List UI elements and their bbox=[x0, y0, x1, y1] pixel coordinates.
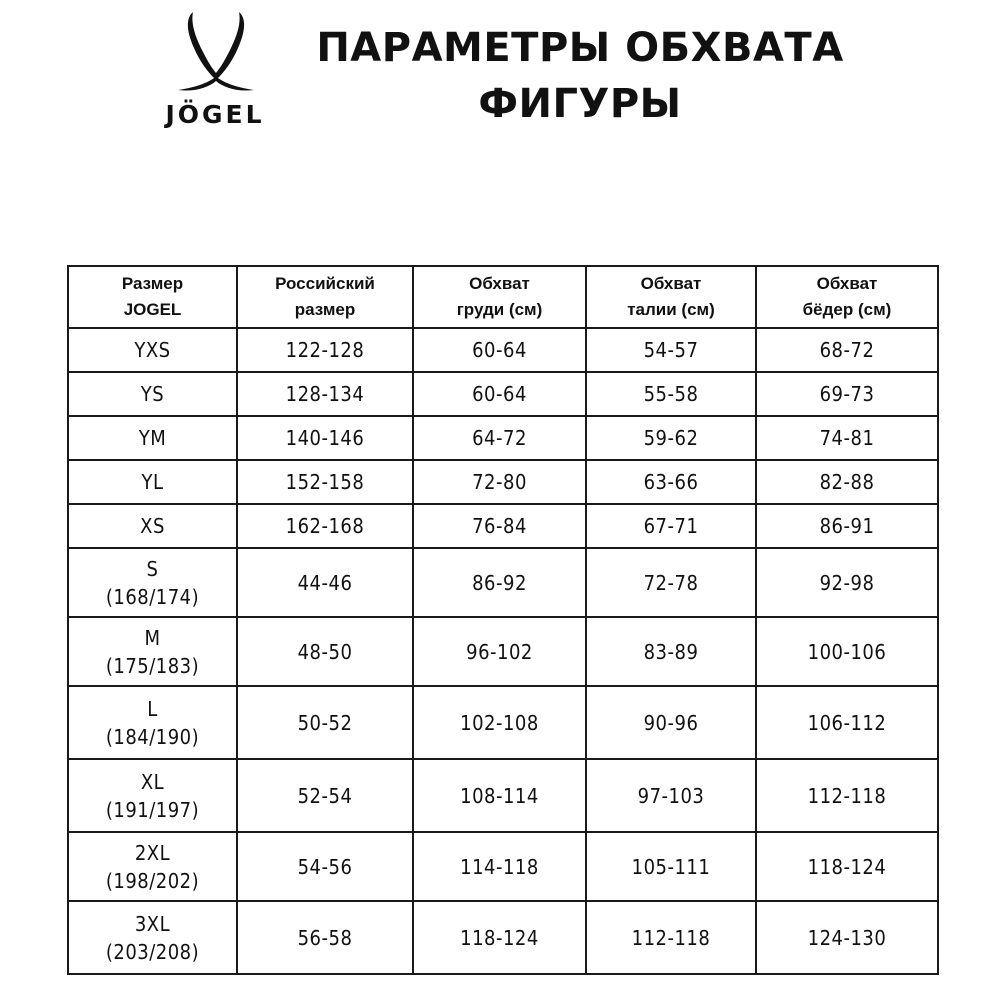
cell-waist: 54-57 bbox=[586, 328, 756, 372]
cell-size bbox=[68, 832, 237, 901]
cell-hips: 92-98 bbox=[756, 548, 938, 617]
table-row bbox=[68, 328, 938, 372]
table-row bbox=[68, 504, 938, 548]
size-label: 2XL bbox=[134, 840, 171, 865]
cell-chest: 60-64 bbox=[413, 372, 586, 416]
cell-hips: 118-124 bbox=[756, 832, 938, 901]
size-label: 3XL bbox=[134, 911, 171, 936]
size-label: M bbox=[144, 625, 161, 650]
cell-russian-size: 44-46 bbox=[237, 548, 413, 617]
cell-chest: 86-92 bbox=[413, 548, 586, 617]
table-row bbox=[68, 617, 938, 686]
height-range: (168/174) bbox=[105, 584, 200, 609]
cell-size: YXS bbox=[68, 328, 237, 372]
cell-russian-size: 140-146 bbox=[237, 416, 413, 460]
cell-chest: 72-80 bbox=[413, 460, 586, 504]
cell-chest: 102-108 bbox=[413, 686, 586, 759]
table-row bbox=[68, 686, 938, 759]
cell-waist: 97-103 bbox=[586, 759, 756, 832]
height-range: (198/202) bbox=[105, 868, 200, 893]
cell-waist: 72-78 bbox=[586, 548, 756, 617]
table-row bbox=[68, 460, 938, 504]
cell-russian-size: 54-56 bbox=[237, 832, 413, 901]
page-title bbox=[300, 20, 860, 132]
cell-waist: 59-62 bbox=[586, 416, 756, 460]
header-hips: Обхват бёдер (см) bbox=[756, 266, 938, 328]
cell-chest: 118-124 bbox=[413, 901, 586, 974]
table-row bbox=[68, 416, 938, 460]
cell-russian-size: 52-54 bbox=[237, 759, 413, 832]
cell-hips: 100-106 bbox=[756, 617, 938, 686]
jogel-v-logo-icon bbox=[150, 8, 280, 98]
cell-russian-size: 50-52 bbox=[237, 686, 413, 759]
cell-russian-size: 56-58 bbox=[237, 901, 413, 974]
cell-size: YS bbox=[68, 372, 237, 416]
header-chest: Обхват груди (см) bbox=[413, 266, 586, 328]
cell-chest: 108-114 bbox=[413, 759, 586, 832]
cell-hips: 86-91 bbox=[756, 504, 938, 548]
brand-logo bbox=[150, 8, 280, 128]
cell-chest: 96-102 bbox=[413, 617, 586, 686]
cell-size: YM bbox=[68, 416, 237, 460]
table-header-row bbox=[68, 266, 938, 328]
cell-russian-size: 128-134 bbox=[237, 372, 413, 416]
cell-chest: 64-72 bbox=[413, 416, 586, 460]
cell-hips: 69-73 bbox=[756, 372, 938, 416]
cell-hips: 124-130 bbox=[756, 901, 938, 974]
cell-waist: 55-58 bbox=[586, 372, 756, 416]
table-row bbox=[68, 901, 938, 974]
page-title-line-2: ФИГУРЫ bbox=[478, 81, 682, 127]
cell-waist: 112-118 bbox=[586, 901, 756, 974]
cell-size bbox=[68, 759, 237, 832]
cell-hips: 74-81 bbox=[756, 416, 938, 460]
size-label: XL bbox=[140, 769, 165, 794]
cell-size: XS bbox=[68, 504, 237, 548]
height-range: (175/183) bbox=[105, 653, 200, 678]
cell-hips: 106-112 bbox=[756, 686, 938, 759]
cell-size bbox=[68, 548, 237, 617]
cell-chest: 60-64 bbox=[413, 328, 586, 372]
cell-waist: 63-66 bbox=[586, 460, 756, 504]
cell-waist: 90-96 bbox=[586, 686, 756, 759]
cell-chest: 76-84 bbox=[413, 504, 586, 548]
size-chart-table bbox=[67, 265, 939, 975]
table-row bbox=[68, 548, 938, 617]
cell-size: YL bbox=[68, 460, 237, 504]
height-range: (184/190) bbox=[105, 724, 200, 749]
size-label: L bbox=[147, 696, 158, 721]
cell-waist: 67-71 bbox=[586, 504, 756, 548]
cell-hips: 82-88 bbox=[756, 460, 938, 504]
cell-waist: 105-111 bbox=[586, 832, 756, 901]
cell-chest: 114-118 bbox=[413, 832, 586, 901]
cell-russian-size: 162-168 bbox=[237, 504, 413, 548]
height-range: (203/208) bbox=[105, 939, 200, 964]
brand-name: JÖGEL bbox=[165, 100, 265, 129]
header-waist: Обхват талии (см) bbox=[586, 266, 756, 328]
cell-russian-size: 152-158 bbox=[237, 460, 413, 504]
cell-size bbox=[68, 686, 237, 759]
header-russian-size: Российский размер bbox=[237, 266, 413, 328]
cell-waist: 83-89 bbox=[586, 617, 756, 686]
height-range: (191/197) bbox=[105, 797, 200, 822]
cell-russian-size: 122-128 bbox=[237, 328, 413, 372]
table-row bbox=[68, 832, 938, 901]
cell-size bbox=[68, 901, 237, 974]
page-title-line-1: ПАРАМЕТРЫ ОБХВАТА bbox=[316, 25, 844, 71]
cell-size bbox=[68, 617, 237, 686]
table-row bbox=[68, 372, 938, 416]
table-row bbox=[68, 759, 938, 832]
cell-hips: 68-72 bbox=[756, 328, 938, 372]
cell-russian-size: 48-50 bbox=[237, 617, 413, 686]
cell-hips: 112-118 bbox=[756, 759, 938, 832]
size-label: S bbox=[146, 556, 159, 581]
header-jogel-size: Размер JOGEL bbox=[68, 266, 237, 328]
